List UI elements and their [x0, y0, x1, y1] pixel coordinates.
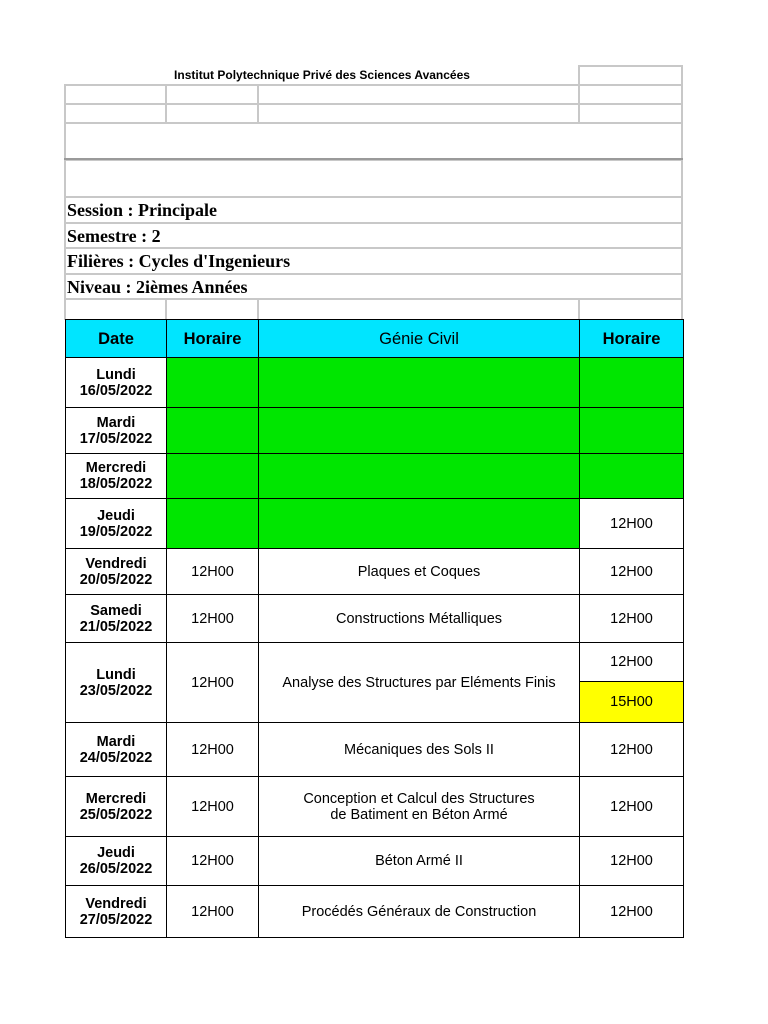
time-cell-2: 12H00 — [580, 777, 684, 837]
time-cell — [167, 408, 259, 454]
table-header-row — [66, 320, 684, 358]
table-row — [66, 643, 684, 682]
time-cell: 12H00 — [167, 595, 259, 643]
subject-cell — [259, 408, 580, 454]
exam-schedule-table — [65, 319, 684, 938]
col-header-horaire: Horaire — [167, 320, 259, 358]
time-cell: 12H00 — [167, 643, 259, 723]
subject-cell: Plaques et Coques — [259, 549, 580, 595]
time-cell-2: 12H00 — [580, 723, 684, 777]
date-cell: Jeudi 19/05/2022 — [66, 499, 167, 549]
time-cell-2: 12H00 — [580, 643, 684, 682]
subject-cell: Mécaniques des Sols II — [259, 723, 580, 777]
time-cell: 12H00 — [167, 549, 259, 595]
date-cell: Mercredi 25/05/2022 — [66, 777, 167, 837]
col-header-date: Date — [66, 320, 167, 358]
niveau-label: Niveau : 2ièmes Années — [67, 277, 248, 297]
table-row — [66, 723, 684, 777]
table-row — [66, 886, 684, 938]
table-row — [66, 837, 684, 886]
table-row — [66, 499, 684, 549]
date-cell: Vendredi 20/05/2022 — [66, 549, 167, 595]
divider — [64, 158, 683, 160]
institution-title: Institut Polytechnique Privé des Sciences Avancées — [174, 68, 470, 82]
subject-cell: Conception et Calcul des Structures de Batiment en Béton Armé — [259, 777, 580, 837]
time-cell-2 — [580, 358, 684, 408]
col-header-genie-civil: Génie Civil — [259, 320, 580, 358]
col-header-horaire-2: Horaire — [580, 320, 684, 358]
time-cell-2 — [580, 454, 684, 499]
time-cell-2: 12H00 — [580, 549, 684, 595]
table-row — [66, 408, 684, 454]
time-cell: 12H00 — [167, 837, 259, 886]
filieres-label: Filières : Cycles d'Ingenieurs — [67, 251, 291, 271]
time-cell-2: 12H00 — [580, 886, 684, 938]
subject-cell: Analyse des Structures par Eléments Finis — [259, 643, 580, 723]
table-row — [66, 549, 684, 595]
date-cell: Lundi 23/05/2022 — [66, 643, 167, 723]
time-cell — [167, 358, 259, 408]
subject-cell — [259, 358, 580, 408]
table-row — [66, 454, 684, 499]
date-cell: Lundi 16/05/2022 — [66, 358, 167, 408]
time-cell-2 — [580, 408, 684, 454]
session-label: Session : Principale — [67, 200, 218, 220]
subject-cell — [259, 499, 580, 549]
table-row — [66, 595, 684, 643]
date-cell: Mercredi 18/05/2022 — [66, 454, 167, 499]
time-cell: 12H00 — [167, 723, 259, 777]
table-row — [66, 358, 684, 408]
time-cell: 12H00 — [167, 886, 259, 938]
date-cell: Jeudi 26/05/2022 — [66, 837, 167, 886]
date-cell: Mardi 24/05/2022 — [66, 723, 167, 777]
subject-cell: Procédés Généraux de Construction — [259, 886, 580, 938]
date-cell: Mardi 17/05/2022 — [66, 408, 167, 454]
date-cell: Samedi 21/05/2022 — [66, 595, 167, 643]
subject-cell — [259, 454, 580, 499]
time-cell-2: 12H00 — [580, 499, 684, 549]
table-row — [66, 777, 684, 837]
time-cell: 12H00 — [167, 777, 259, 837]
time-cell — [167, 499, 259, 549]
time-cell-2: 12H00 — [580, 595, 684, 643]
time-cell-2: 12H00 — [580, 837, 684, 886]
subject-cell: Béton Armé II — [259, 837, 580, 886]
semestre-label: Semestre : 2 — [67, 226, 161, 246]
time-cell — [167, 454, 259, 499]
subject-cell: Constructions Métalliques — [259, 595, 580, 643]
date-cell: Vendredi 27/05/2022 — [66, 886, 167, 938]
time-cell-highlight: 15H00 — [580, 682, 684, 723]
